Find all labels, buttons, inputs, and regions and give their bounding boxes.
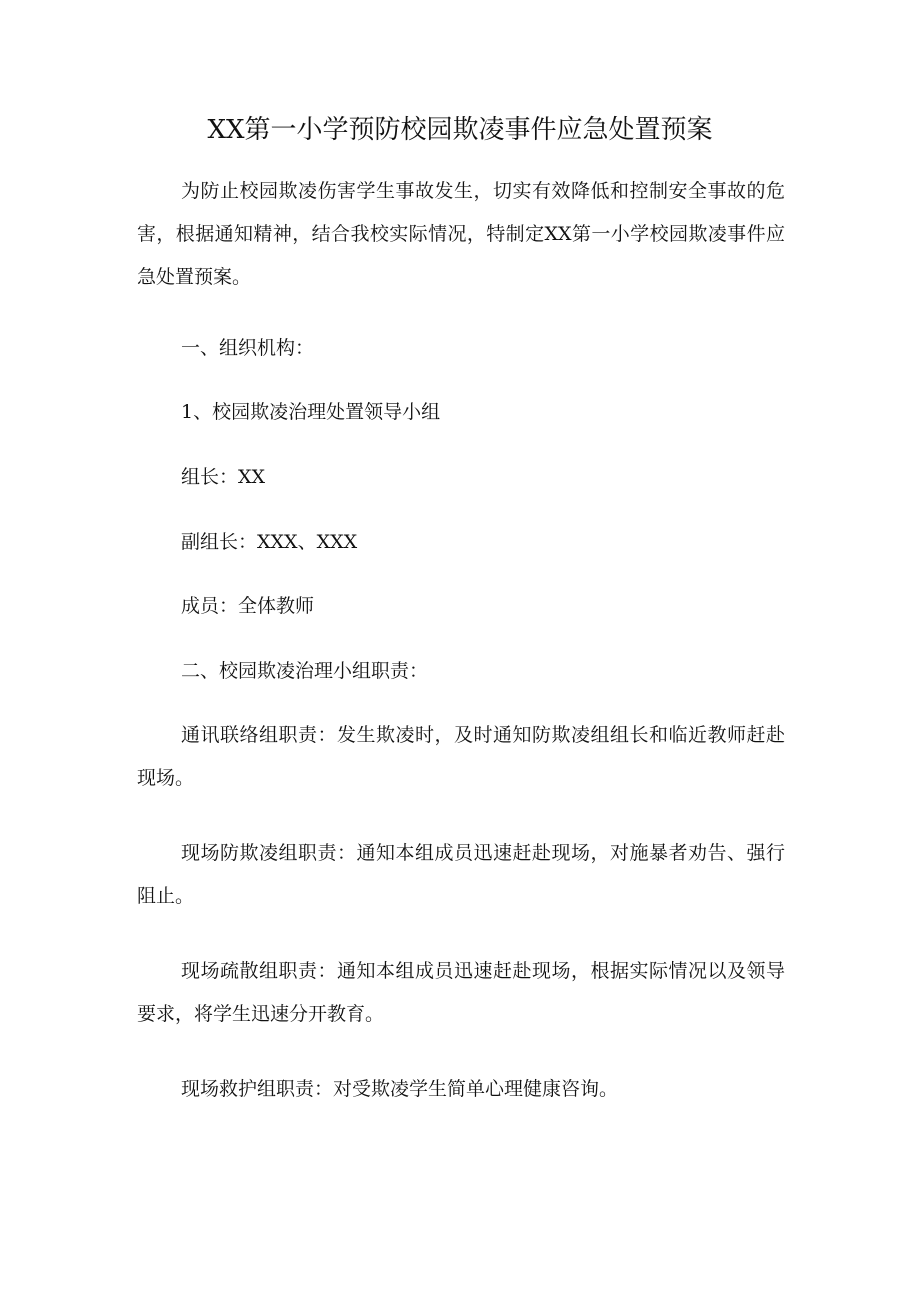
section-1-subheading: 1、校园欺凌治理处置领导小组 bbox=[181, 401, 441, 423]
leader-line: 组长：XX bbox=[181, 466, 266, 488]
intro-paragraph: 为防止校园欺凌伤害学生事故发生，切实有效降低和控制安全事故的危害，根据通知精神，结合我校实际情况，特制定XX第一小学校园欺凌事件应急处置预案。 bbox=[137, 180, 785, 288]
document-title: XX第一小学预防校园欺凌事件应急处置预案 bbox=[207, 115, 713, 145]
duty-communication-paragraph: 通讯联络组职责：发生欺凌时，及时通知防欺凌组组长和临近教师赶赴现场。 bbox=[137, 724, 785, 789]
duty-evacuation-paragraph: 现场疏散组职责：通知本组成员迅速赶赴现场，根据实际情况以及领导要求，将学生迅速分开教育。 bbox=[137, 960, 785, 1025]
members-line: 成员：全体教师 bbox=[181, 595, 315, 617]
section-1-heading: 一、组织机构： bbox=[181, 337, 315, 359]
duty-rescue-line: 现场救护组职责：对受欺凌学生简单心理健康咨询。 bbox=[181, 1078, 619, 1100]
section-2-heading: 二、校园欺凌治理小组职责： bbox=[181, 660, 429, 682]
deputy-leader-line: 副组长：XXX、XXX bbox=[181, 531, 358, 553]
duty-anti-bullying-paragraph: 现场防欺凌组职责：通知本组成员迅速赶赴现场，对施暴者劝告、强行阻止。 bbox=[137, 842, 785, 907]
